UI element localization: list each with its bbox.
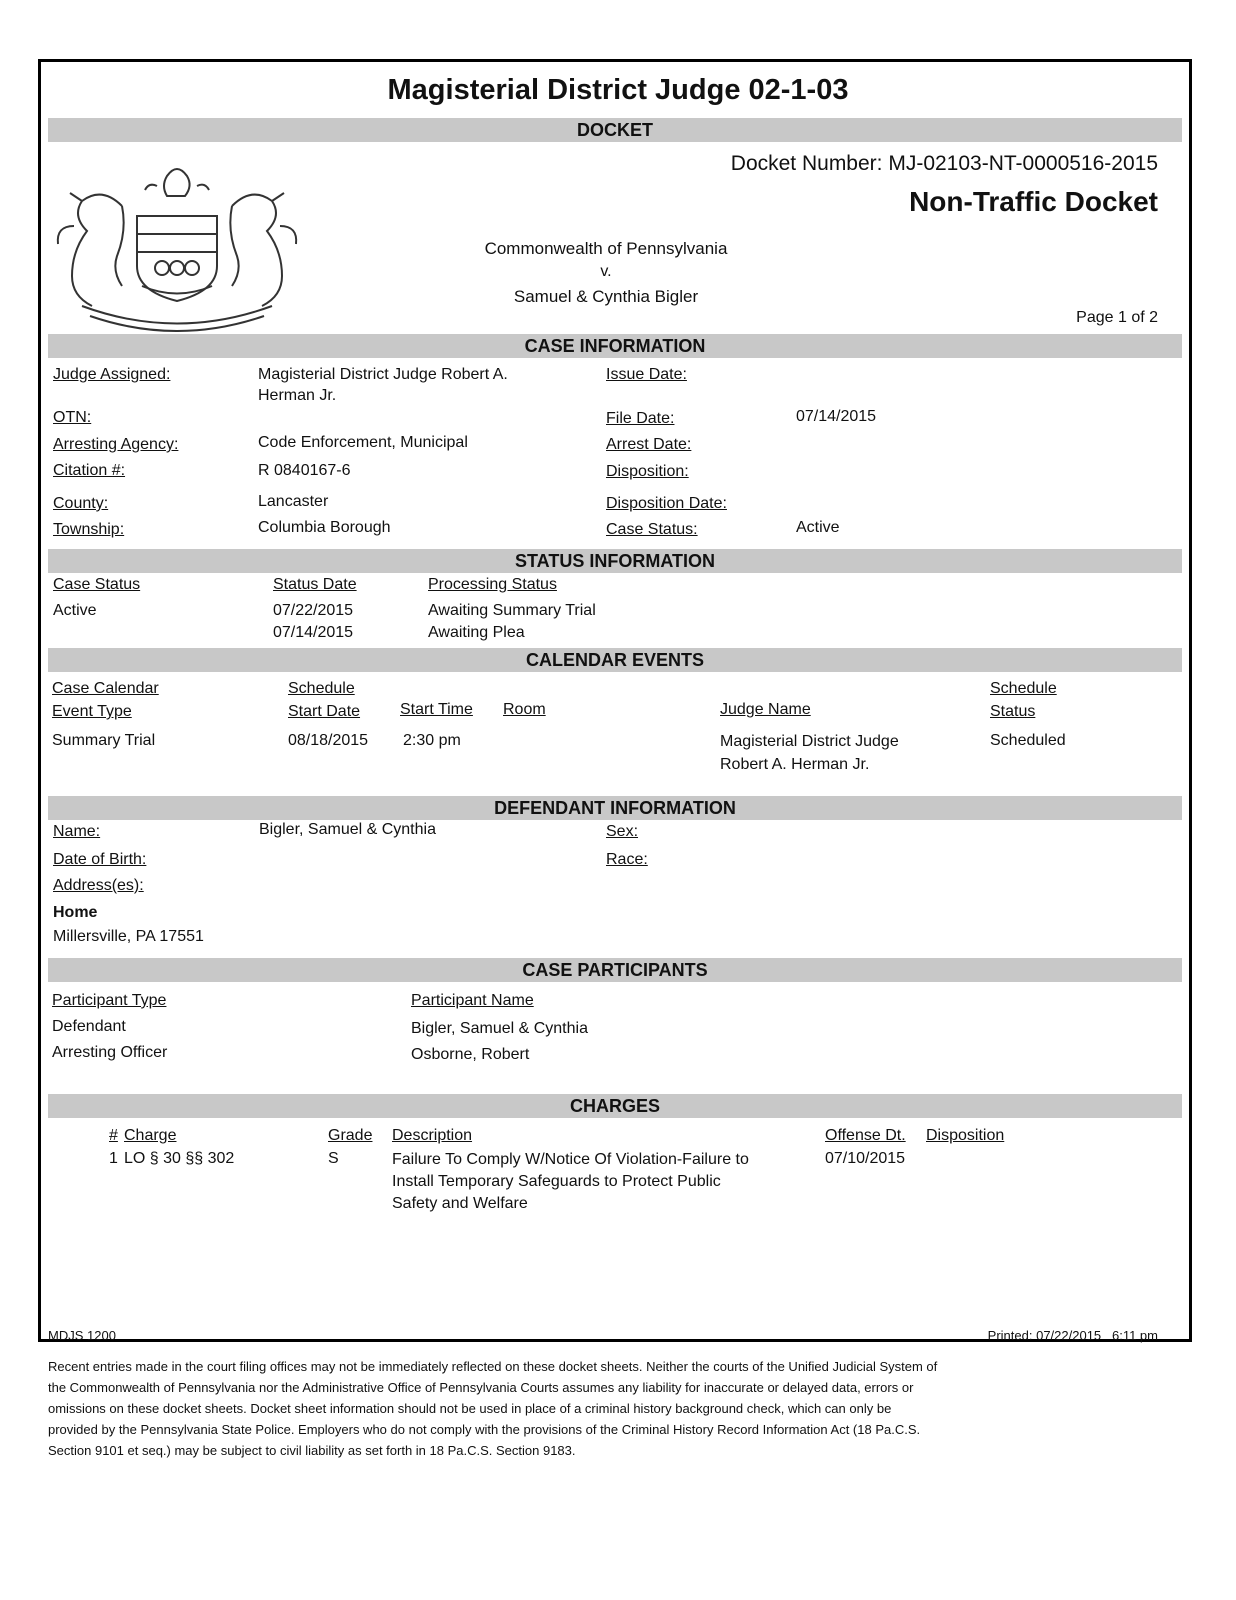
charge-description-line3: Safety and Welfare	[392, 1195, 528, 1212]
charge-description-line1: Failure To Comply W/Notice Of Violation-Failure to	[392, 1151, 749, 1168]
disposition-date-label: Disposition Date:	[606, 495, 727, 512]
docket-number: Docket Number: MJ-02103-NT-0000516-2015	[730, 152, 1158, 175]
defendant-address-label: Address(es):	[53, 877, 144, 894]
docket-type: Non-Traffic Docket	[909, 186, 1158, 217]
citation-label: Citation #:	[53, 462, 126, 479]
charge-description-line2: Install Temporary Safeguards to Protect Public	[392, 1173, 721, 1190]
status-col-status-date: Status Date	[273, 576, 357, 593]
defendant-sex-label: Sex:	[606, 823, 639, 840]
judge-assigned-value-line1: Magisterial District Judge Robert A.	[258, 366, 508, 383]
township-label: Township:	[53, 521, 125, 538]
county-label: County:	[53, 495, 109, 512]
charges-col-charge: Charge	[124, 1127, 177, 1144]
printed-timestamp: Printed: 07/22/2015 6:11 pm	[987, 1328, 1158, 1343]
calendar-col-start-time: Start Time	[400, 701, 473, 718]
defendant-dob-label: Date of Birth:	[53, 851, 147, 868]
defendant-name-value: Bigler, Samuel & Cynthia	[259, 821, 436, 838]
calendar-start-time: 2:30 pm	[403, 732, 461, 749]
status-row-date: 07/14/2015	[273, 624, 354, 641]
status-col-case-status: Case Status	[53, 576, 141, 593]
calendar-col-judge-name: Judge Name	[720, 701, 811, 718]
participant-type: Defendant	[52, 1018, 126, 1035]
calendar-judge-line2: Robert A. Herman Jr.	[720, 756, 870, 773]
charges-col-grade: Grade	[328, 1127, 373, 1144]
form-id: MDJS 1200	[48, 1328, 116, 1343]
file-date-label: File Date:	[606, 410, 675, 427]
defendant-information-bar: DEFENDANT INFORMATION	[48, 796, 1182, 820]
defendant-name-label: Name:	[53, 823, 101, 840]
charges-bar: CHARGES	[48, 1094, 1182, 1118]
charge-offense-date: 07/10/2015	[825, 1150, 906, 1167]
case-participants-bar: CASE PARTICIPANTS	[48, 958, 1182, 982]
charges-col-disposition: Disposition	[926, 1127, 1005, 1144]
case-status-label: Case Status:	[606, 521, 698, 538]
calendar-col-status-line1: Schedule	[990, 680, 1057, 697]
participant-name: Osborne, Robert	[411, 1046, 530, 1063]
calendar-col-event-type-line2: Event Type	[52, 703, 132, 720]
charge-statute: LO § 30 §§ 302	[124, 1150, 235, 1167]
disclaimer	[48, 1356, 1188, 1461]
calendar-event-type: Summary Trial	[52, 732, 156, 749]
status-row-processing: Awaiting Summary Trial	[428, 602, 596, 619]
status-information-bar: STATUS INFORMATION	[48, 549, 1182, 573]
status-row-date: 07/22/2015	[273, 602, 354, 619]
disclaimer-line: Recent entries made in the court filing offices may not be immediately reflected on these docket sheets. Neither the courts of the Unified Judicial System of	[48, 1359, 938, 1374]
arresting-agency-value: Code Enforcement, Municipal	[258, 434, 468, 451]
otn-label: OTN:	[53, 409, 92, 426]
disclaimer-line: Section 9101 et seq.) may be subject to civil liability as set forth in 18 Pa.C.S. Section 9183.	[48, 1443, 576, 1458]
participants-col-type: Participant Type	[52, 992, 167, 1009]
status-col-processing-status: Processing Status	[428, 576, 557, 593]
defendant-address-type: Home	[53, 904, 98, 921]
participant-name: Bigler, Samuel & Cynthia	[411, 1020, 588, 1037]
page-number: Page 1 of 2	[1076, 309, 1158, 326]
township-value: Columbia Borough	[258, 519, 391, 536]
calendar-col-room: Room	[503, 701, 546, 718]
calendar-col-start-date-line1: Schedule	[288, 680, 355, 697]
court-title: Magisterial District Judge 02-1-03	[387, 74, 849, 106]
judge-assigned-label: Judge Assigned:	[53, 366, 171, 383]
file-date-value: 07/14/2015	[796, 408, 877, 425]
calendar-start-date: 08/18/2015	[288, 732, 369, 749]
case-information-bar: CASE INFORMATION	[48, 334, 1182, 358]
calendar-col-status-line2: Status	[990, 703, 1036, 720]
disclaimer-line: the Commonwealth of Pennsylvania nor the Administrative Office of Pennsylvania Courts assumes any liability for inaccurate or delayed data, errors or	[48, 1380, 914, 1395]
judge-assigned-value-line2: Herman Jr.	[258, 387, 337, 404]
citation-value: R 0840167-6	[258, 462, 351, 479]
charges-col-offense-date: Offense Dt.	[825, 1127, 906, 1144]
pennsylvania-seal-image	[52, 156, 302, 332]
versus: v.	[600, 263, 612, 280]
participants-col-name: Participant Name	[411, 992, 534, 1009]
charge-number: 1	[109, 1150, 118, 1167]
disposition-label: Disposition:	[606, 463, 689, 480]
arresting-agency-label: Arresting Agency:	[53, 436, 179, 453]
status-case-status-value: Active	[53, 602, 97, 619]
calendar-col-event-type-line1: Case Calendar	[52, 680, 159, 697]
calendar-judge-line1: Magisterial District Judge	[720, 733, 899, 750]
defendant-race-label: Race:	[606, 851, 648, 868]
issue-date-label: Issue Date:	[606, 366, 687, 383]
plaintiff-name: Commonwealth of Pennsylvania	[484, 239, 728, 258]
arrest-date-label: Arrest Date:	[606, 436, 692, 453]
status-row-processing: Awaiting Plea	[428, 624, 525, 641]
participant-type: Arresting Officer	[52, 1044, 168, 1061]
disclaimer-line: omissions on these docket sheets. Docket sheet information should not be used in place of a criminal history background check, which can only be	[48, 1401, 892, 1416]
disclaimer-line: provided by the Pennsylvania State Police. Employers who do not comply with the provisions of the Criminal History Record Information Act (18 Pa.C.S.	[48, 1422, 921, 1437]
docket-bar: DOCKET	[48, 118, 1182, 142]
defendant-address-value: Millersville, PA 17551	[53, 928, 204, 945]
calendar-events-bar: CALENDAR EVENTS	[48, 648, 1182, 672]
charges-col-num: #	[109, 1127, 118, 1144]
case-status-value: Active	[796, 519, 840, 536]
charge-grade: S	[328, 1150, 339, 1167]
charges-col-description: Description	[392, 1127, 473, 1144]
calendar-col-start-date-line2: Start Date	[288, 703, 361, 720]
defendant-caption: Samuel & Cynthia Bigler	[513, 287, 699, 306]
calendar-status: Scheduled	[990, 732, 1066, 749]
county-value: Lancaster	[258, 493, 329, 510]
